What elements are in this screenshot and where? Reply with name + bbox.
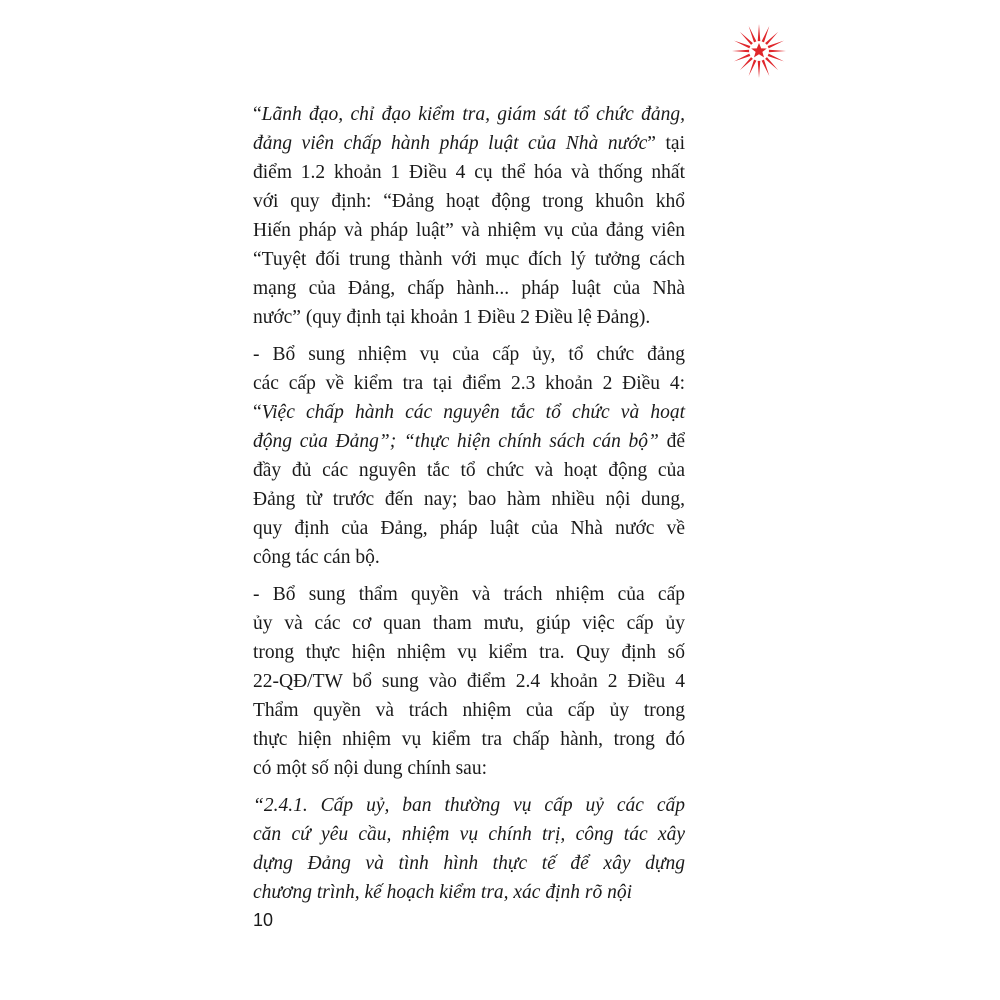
text: các cấp về kiểm tra tại điểm 2.3 khoản 2 Điều 4: [253, 373, 685, 394]
text-line [253, 878, 685, 907]
emblem-ray [762, 60, 770, 76]
text-line [253, 187, 685, 216]
paragraph [253, 100, 685, 332]
italic-text: căn cứ yêu cầu, nhiệm vụ chính trị, công tác xây [253, 824, 685, 845]
text-line [253, 158, 685, 187]
text: Đảng từ trước đến nay; bao hàm nhiều nội dung, [253, 489, 685, 510]
paragraph [253, 580, 685, 783]
italic-text: Lãnh đạo, chỉ đạo kiểm tra, giám sát tổ chức đảng, [261, 104, 685, 125]
text-line [253, 725, 685, 754]
text-line [253, 485, 685, 514]
text: ” tại [647, 133, 685, 154]
text-line [253, 514, 685, 543]
emblem-ray [749, 60, 757, 76]
text: - Bổ sung thẩm quyền và trách nhiệm của cấp [253, 584, 685, 605]
text-line [253, 100, 685, 129]
emblem-ray [765, 57, 778, 70]
italic-text: Việc chấp hành các nguyên tắc tổ chức và hoạt [261, 402, 685, 423]
party-emblem-star-icon [730, 22, 788, 80]
text-line [253, 696, 685, 725]
emblem-ray [768, 54, 784, 62]
body-text [253, 100, 685, 907]
paragraph-gap [253, 332, 685, 340]
text-line [253, 849, 685, 878]
italic-text: dựng Đảng và tình hình thực tế để xây dựng [253, 853, 685, 874]
paragraph [253, 340, 685, 572]
text: trong thực hiện nhiệm vụ kiểm tra. Quy định số [253, 642, 685, 663]
text-line [253, 274, 685, 303]
text-line [253, 456, 685, 485]
text: để [658, 431, 685, 452]
emblem-ray [732, 50, 749, 53]
text-line [253, 543, 685, 572]
text: nước” (quy định tại khoản 1 Điều 2 Điều lệ Đảng). [253, 307, 651, 328]
text: “ [253, 104, 262, 125]
text-line [253, 398, 685, 427]
text-line [253, 340, 685, 369]
text-line [253, 609, 685, 638]
text-line [253, 754, 685, 783]
text: “ [253, 402, 262, 423]
text-line [253, 216, 685, 245]
paragraph [253, 791, 685, 907]
emblem-ray [758, 61, 761, 78]
emblem-ray [765, 32, 778, 45]
text: có một số nội dung chính sau: [253, 758, 487, 779]
emblem-ray [758, 24, 761, 41]
emblem-ray [768, 41, 784, 49]
text: thực hiện nhiệm vụ kiểm tra chấp hành, trong đó [253, 729, 685, 750]
text: quy định của Đảng, pháp luật của Nhà nước về [253, 518, 685, 539]
italic-text: “2.4.1. Cấp uỷ, ban thường vụ cấp uỷ các cấp [253, 795, 685, 816]
text-line [253, 791, 685, 820]
italic-text: động của Đảng”; “thực hiện chính sách cán bộ” [253, 431, 659, 452]
emblem-ray [734, 41, 750, 49]
text: - Bổ sung nhiệm vụ của cấp ủy, tổ chức đảng [253, 344, 685, 365]
text: “Tuyệt đối trung thành với mục đích lý tưởng cách [253, 249, 685, 270]
text-line [253, 580, 685, 609]
paragraph-gap [253, 572, 685, 580]
text: công tác cán bộ. [253, 547, 380, 568]
emblem-ray [740, 57, 753, 70]
text: mạng của Đảng, chấp hành... pháp luật của Nhà [253, 278, 685, 299]
emblem-ray [749, 26, 757, 42]
text: Thẩm quyền và trách nhiệm của cấp ủy trong [253, 700, 685, 721]
emblem-ray [769, 50, 786, 53]
text-line [253, 820, 685, 849]
text-line [253, 245, 685, 274]
text-line [253, 638, 685, 667]
text-line [253, 129, 685, 158]
text-line [253, 303, 685, 332]
italic-text: chương trình, kế hoạch kiểm tra, xác định rõ nội [253, 882, 633, 903]
text: Hiến pháp và pháp luật” và nhiệm vụ của đảng viên [253, 220, 685, 241]
text: với quy định: “Đảng hoạt động trong khuôn khổ [253, 191, 685, 212]
text-line [253, 427, 685, 456]
text: ủy và các cơ quan tham mưu, giúp việc cấp ủy [253, 613, 685, 634]
text-line [253, 369, 685, 398]
emblem-ray [734, 54, 750, 62]
text: đầy đủ các nguyên tắc tổ chức và hoạt động của [253, 460, 685, 481]
text: 22-QĐ/TW bổ sung vào điểm 2.4 khoản 2 Điều 4 [253, 671, 685, 692]
page-number: 10 [253, 910, 274, 930]
italic-text: đảng viên chấp hành pháp luật của Nhà nước [253, 133, 648, 154]
emblem-ray [740, 32, 753, 45]
paragraph-gap [253, 783, 685, 791]
text: điểm 1.2 khoản 1 Điều 4 cụ thể hóa và thống nhất [253, 162, 685, 183]
emblem-ray [762, 26, 770, 42]
text-line [253, 667, 685, 696]
